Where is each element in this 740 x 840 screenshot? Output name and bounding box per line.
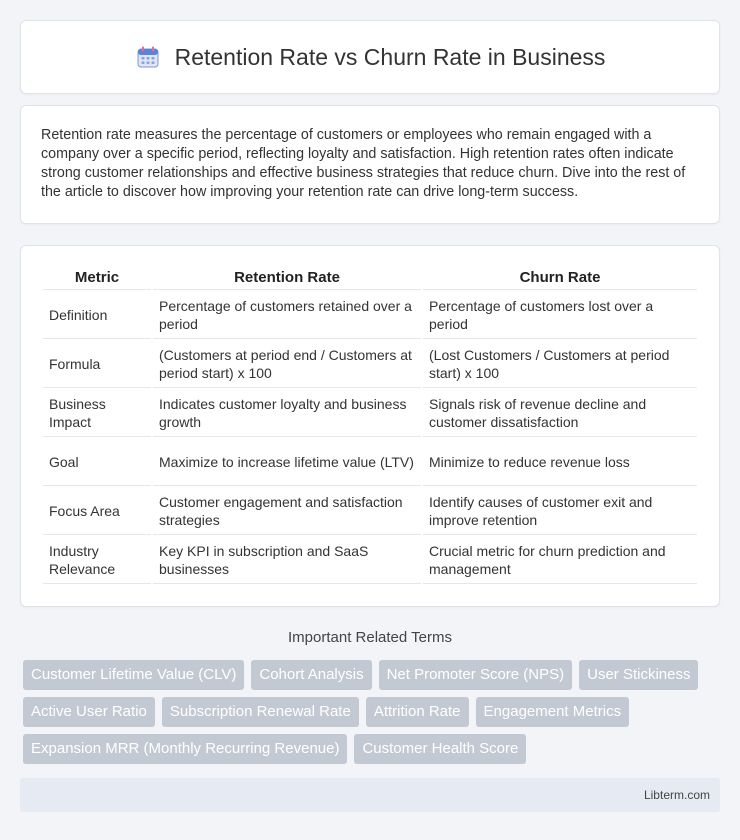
cell-metric: Formula [43, 341, 151, 388]
intro-card [20, 105, 720, 224]
cell-metric: Focus Area [43, 488, 151, 535]
cell-retention: Customer engagement and satisfaction strategies [153, 488, 421, 535]
cell-churn: Crucial metric for churn prediction and management [423, 537, 697, 584]
footer-site-link[interactable]: Libterm.com [643, 788, 710, 802]
related-term-tag[interactable]: Net Promoter Score (NPS) [379, 660, 573, 690]
table-row [43, 390, 697, 437]
table-row [43, 292, 697, 339]
page-title: Retention Rate vs Churn Rate in Business [174, 43, 606, 70]
table-row [43, 439, 697, 486]
comparison-table [41, 264, 699, 586]
related-term-tag[interactable]: Cohort Analysis [251, 660, 371, 690]
calendar-icon [135, 44, 161, 70]
cell-churn: Identify causes of customer exit and improve retention [423, 488, 697, 535]
header-card [20, 20, 720, 94]
related-term-tag[interactable]: Customer Lifetime Value (CLV) [23, 660, 244, 690]
cell-retention: Indicates customer loyalty and business growth [153, 390, 421, 437]
table-row [43, 341, 697, 388]
cell-churn: Minimize to reduce revenue loss [423, 439, 697, 486]
comparison-table-card [20, 245, 720, 607]
related-term-tag[interactable]: Expansion MRR (Monthly Recurring Revenue) [23, 734, 347, 764]
cell-retention: Maximize to increase lifetime value (LTV) [153, 439, 421, 486]
intro-text: Retention rate measures the percentage of customers or employees who remain engaged with a company over a specific period, reflecting loyalty and satisfaction. High retention rates often indicate strong customer relationships and effective business strategies that reduce churn. Dive into the rest of the article to discover how improving your retention rate can drive long-term success. [41, 127, 686, 200]
related-term-tag[interactable]: Subscription Renewal Rate [162, 697, 359, 727]
related-terms-heading: Important Related Terms [288, 629, 452, 646]
table-row [43, 537, 697, 584]
related-term-tag[interactable]: Engagement Metrics [476, 697, 630, 727]
column-header-retention-rate: Retention Rate [153, 266, 421, 290]
cell-churn: Percentage of customers lost over a period [423, 292, 697, 339]
cell-retention: Percentage of customers retained over a period [153, 292, 421, 339]
related-term-tag[interactable]: Active User Ratio [23, 697, 155, 727]
cell-metric: Definition [43, 292, 151, 339]
related-term-tag[interactable]: Customer Health Score [354, 734, 526, 764]
column-header-metric: Metric [43, 266, 151, 290]
table-row [43, 488, 697, 535]
cell-churn: Signals risk of revenue decline and customer dissatisfaction [423, 390, 697, 437]
cell-metric: Industry Relevance [43, 537, 151, 584]
related-term-tag[interactable]: Attrition Rate [366, 697, 469, 727]
related-term-tag[interactable]: User Stickiness [579, 660, 698, 690]
table-header-row [43, 266, 697, 290]
column-header-churn-rate: Churn Rate [423, 266, 697, 290]
cell-metric: Business Impact [43, 390, 151, 437]
footer [20, 778, 720, 812]
cell-churn: (Lost Customers / Customers at period start) x 100 [423, 341, 697, 388]
cell-retention: Key KPI in subscription and SaaS businesses [153, 537, 421, 584]
cell-metric: Goal [43, 439, 151, 486]
cell-retention: (Customers at period end / Customers at period start) x 100 [153, 341, 421, 388]
related-terms-list [20, 660, 720, 764]
